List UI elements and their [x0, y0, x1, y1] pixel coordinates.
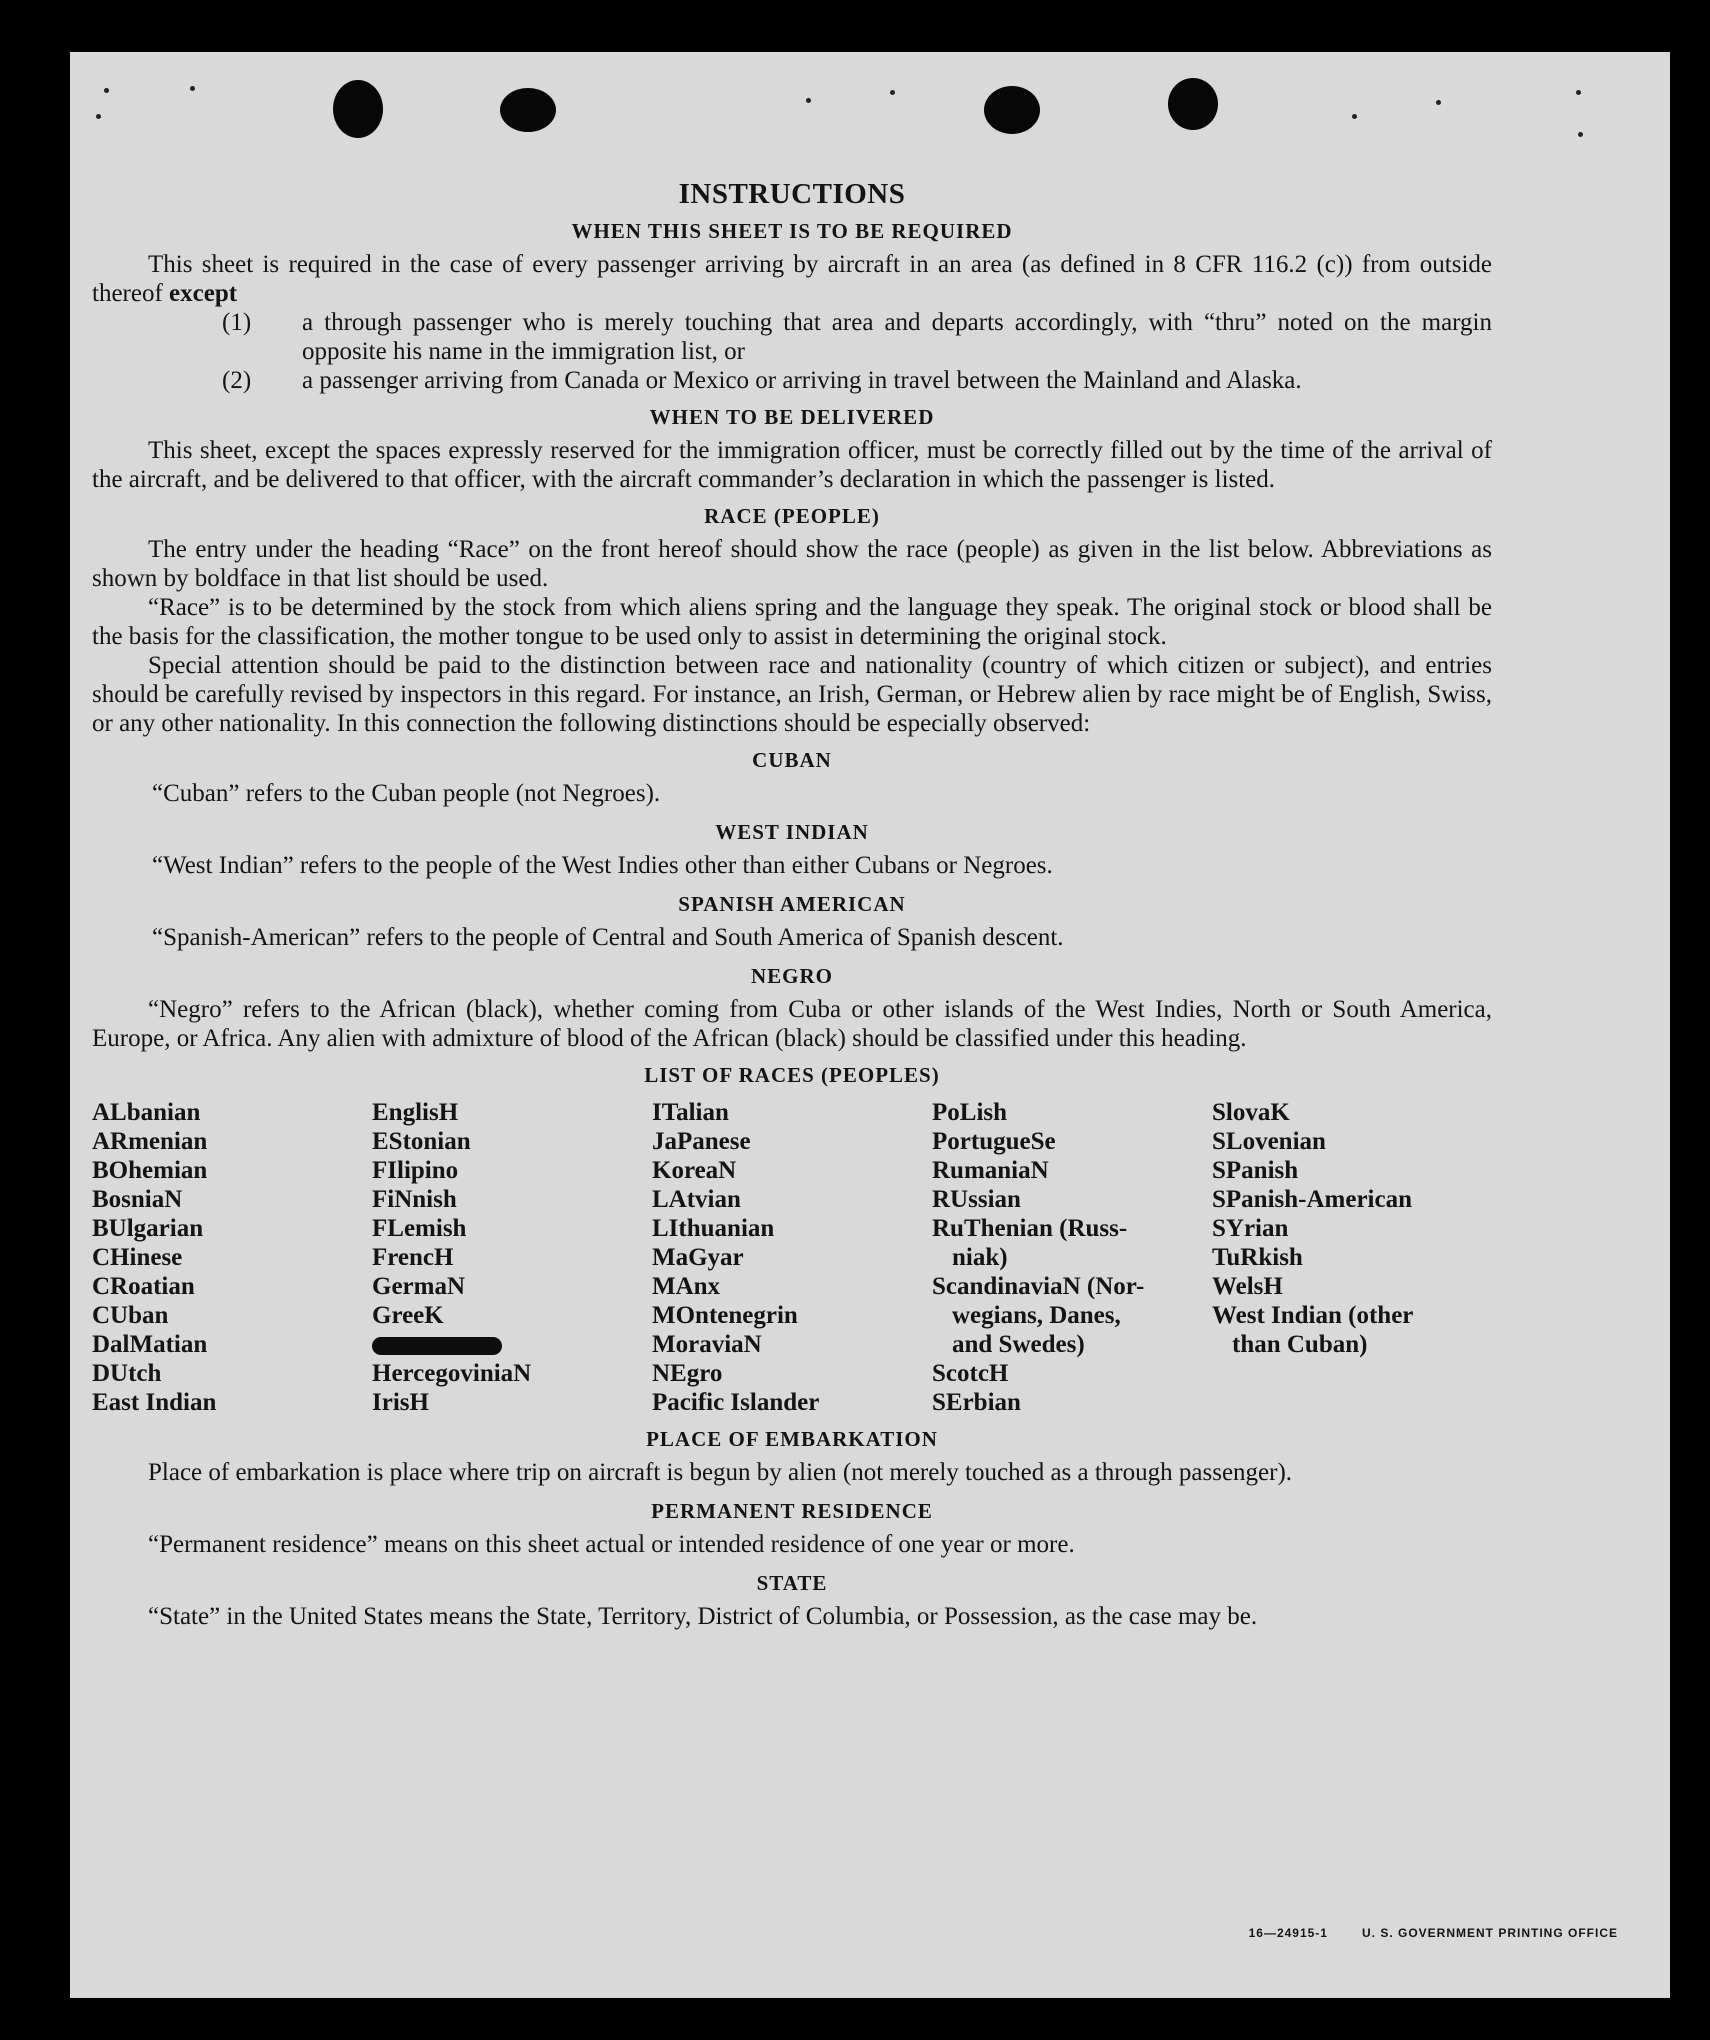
section-heading-delivered: WHEN TO BE DELIVERED — [649, 405, 935, 429]
instructions-body — [92, 180, 1492, 1631]
races-column-3 — [652, 1098, 932, 1417]
form-number: 16—24915-1 — [1248, 1926, 1328, 1940]
section-heading-required: WHEN THIS SHEET IS TO BE REQUIRED — [571, 219, 1013, 243]
race-item: SPanish-American — [1212, 1186, 1412, 1213]
race-item: DalMatian — [92, 1331, 208, 1358]
race-item: GreeK — [372, 1302, 444, 1329]
race-item: Pacific Islander — [652, 1389, 820, 1416]
race-item: RUssian — [932, 1186, 1021, 1213]
item-number: (1) — [222, 309, 252, 336]
page-title: INSTRUCTIONS — [678, 178, 906, 210]
race-item: BUlgarian — [92, 1215, 204, 1242]
race-item: ScandinaviaN (Nor- — [932, 1273, 1145, 1300]
race-item: SYrian — [1212, 1215, 1289, 1242]
race-item: FrencH — [372, 1244, 454, 1271]
race-item-continuation: niak) — [952, 1244, 1008, 1271]
race-item: BosniaN — [92, 1186, 183, 1213]
race-item: MoraviaN — [652, 1331, 762, 1358]
punch-hole — [984, 86, 1040, 134]
speck — [806, 98, 811, 103]
section-heading-spanish-american: SPANISH AMERICAN — [678, 892, 906, 916]
section-heading-state: STATE — [756, 1571, 828, 1595]
paragraph-required — [92, 250, 1492, 308]
race-item: ScotcH — [932, 1360, 1009, 1387]
race-item: MaGyar — [652, 1244, 744, 1271]
punch-hole — [333, 80, 383, 138]
punch-hole — [1168, 78, 1218, 130]
speck — [1578, 132, 1583, 137]
race-item: DUtch — [92, 1360, 162, 1387]
section-heading-residence: PERMANENT RESIDENCE — [651, 1499, 933, 1523]
race-item: RuThenian (Russ- — [932, 1215, 1128, 1242]
race-item: TuRkish — [1212, 1244, 1303, 1271]
race-item: SlovaK — [1212, 1099, 1290, 1126]
race-item: KoreaN — [652, 1157, 737, 1184]
speck — [1352, 114, 1357, 119]
exception-item-1 — [222, 308, 1492, 366]
race-item: WelsH — [1212, 1273, 1283, 1300]
race-item: GermaN — [372, 1273, 466, 1300]
section-heading-west-indian: WEST INDIAN — [715, 820, 869, 844]
race-item: EnglisH — [372, 1099, 459, 1126]
paragraph-race-2: “Race” is to be determined by the stock from which aliens spring and the language they speak. The original stock or blood shall be the basis for the classification, the mother tongue to be used only to assist in determining the original stock. — [92, 594, 1492, 650]
item-text: a through passenger who is merely touching that area and departs accordingly, with “thru” noted on the margin opposite his name in the immigration list, or — [302, 309, 1492, 365]
speck — [190, 86, 195, 91]
paragraph-embarkation: Place of embarkation is place where trip on aircraft is begun by alien (not merely touched as a through passenger). — [148, 1459, 1293, 1486]
race-item: SLovenian — [1212, 1128, 1326, 1155]
race-item-redacted — [372, 1330, 652, 1359]
race-item: CHinese — [92, 1244, 183, 1271]
section-heading-embarkation: PLACE OF EMBARKATION — [646, 1427, 938, 1451]
section-heading-cuban: CUBAN — [752, 748, 832, 772]
speck — [1436, 100, 1441, 105]
race-item: LAtvian — [652, 1186, 741, 1213]
paragraph-race-1: The entry under the heading “Race” on the front hereof should show the race (people) as given in the list below. Abbreviations as shown by boldface in that list should be used. — [92, 536, 1492, 592]
paragraph-cuban: “Cuban” refers to the Cuban people (not Negroes). — [152, 780, 661, 807]
speck — [104, 88, 109, 93]
race-item: BOhemian — [92, 1157, 208, 1184]
races-column-5 — [1212, 1098, 1492, 1417]
race-item: CRoatian — [92, 1273, 195, 1300]
race-item: IrisH — [372, 1389, 429, 1416]
document-page — [70, 52, 1670, 1998]
race-item: RumaniaN — [932, 1157, 1049, 1184]
section-heading-list-of-races: LIST OF RACES (PEOPLES) — [644, 1063, 940, 1087]
race-item: ITalian — [652, 1099, 729, 1126]
races-column-1 — [92, 1098, 372, 1417]
race-item: LIthuanian — [652, 1215, 775, 1242]
race-item: FLemish — [372, 1215, 467, 1242]
text-except: except — [169, 280, 238, 307]
race-item: MOntenegrin — [652, 1302, 798, 1329]
section-heading-negro: NEGRO — [750, 964, 833, 988]
race-item: FiNnish — [372, 1186, 457, 1213]
section-heading-race: RACE (PEOPLE) — [704, 504, 880, 528]
printer-imprint: U. S. GOVERNMENT PRINTING OFFICE — [1361, 1926, 1618, 1940]
race-item: ALbanian — [92, 1099, 201, 1126]
footer — [1249, 1926, 1618, 1940]
item-number: (2) — [222, 367, 252, 394]
race-item-continuation: wegians, Danes, — [952, 1302, 1121, 1329]
race-item: West Indian (other — [1212, 1302, 1414, 1329]
race-item: NEgro — [652, 1360, 723, 1387]
paragraph-west-indian: “West Indian” refers to the people of the West Indies other than either Cubans or Negroes. — [152, 852, 1053, 879]
paragraph-race-3: Special attention should be paid to the distinction between race and nationality (country of which citizen or subject), and entries should be carefully revised by inspectors in this regard. For instance, an Irish, German, or Hebrew alien by race might be of English, Swiss, or any other nationality. In this connection the following distinctions should be especially observed: — [92, 652, 1492, 737]
paragraph-spanish-american: “Spanish-American” refers to the people of Central and South America of Spanish descent. — [152, 924, 1064, 951]
speck — [890, 90, 895, 95]
race-item-continuation: and Swedes) — [952, 1331, 1085, 1358]
race-item: MAnx — [652, 1273, 721, 1300]
exception-item-2 — [222, 366, 1492, 395]
races-column-4 — [932, 1098, 1212, 1417]
race-item: EStonian — [372, 1128, 471, 1155]
punch-hole — [500, 88, 556, 132]
race-item: SErbian — [932, 1389, 1021, 1416]
text: This sheet is required in the case of every passenger arriving by aircraft in an area (as defined in 8 CFR 116.2 (c)) from outside thereof — [92, 251, 1492, 307]
races-list — [92, 1098, 1492, 1417]
races-column-2 — [372, 1098, 652, 1417]
speck — [1576, 90, 1581, 95]
race-item: PortugueSe — [932, 1128, 1056, 1155]
race-item: PoLish — [932, 1099, 1008, 1126]
race-item: CUban — [92, 1302, 169, 1329]
paragraph-delivered: This sheet, except the spaces expressly reserved for the immigration officer, must be correctly filled out by the time of the arrival of the aircraft, and be delivered to that officer, with the aircraft commander’s declaration in which the passenger is listed. — [92, 437, 1492, 493]
paragraph-residence: “Permanent residence” means on this sheet actual or intended residence of one year or more. — [148, 1531, 1075, 1558]
race-item: SPanish — [1212, 1157, 1299, 1184]
race-item: JaPanese — [652, 1128, 751, 1155]
speck — [96, 114, 101, 119]
race-item-continuation: than Cuban) — [1232, 1331, 1368, 1358]
race-item: ARmenian — [92, 1128, 208, 1155]
paragraph-negro: “Negro” refers to the African (black), whether coming from Cuba or other islands of the West Indies, North or South America, Europe, or Africa. Any alien with admixture of blood of the African (black) should be classified under this heading. — [92, 996, 1492, 1052]
race-item: East Indian — [92, 1389, 217, 1416]
race-item: FIlipino — [372, 1157, 459, 1184]
paragraph-state: “State” in the United States means the State, Territory, District of Columbia, or Possession, as the case may be. — [148, 1603, 1258, 1630]
item-text: a passenger arriving from Canada or Mexico or arriving in travel between the Mainland and Alaska. — [302, 367, 1302, 394]
redaction-mark — [372, 1337, 502, 1355]
race-item: HercegoviniaN — [372, 1360, 532, 1387]
